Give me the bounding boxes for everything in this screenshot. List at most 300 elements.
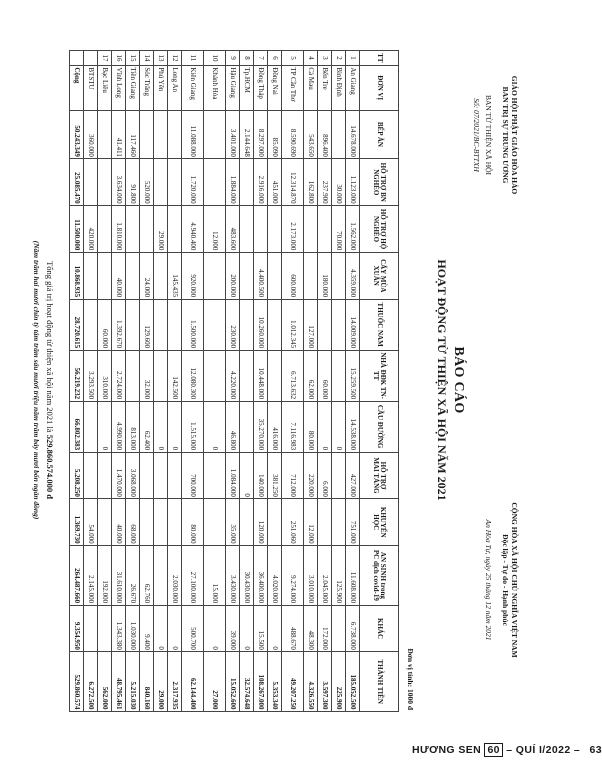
summary-line: [44, 40, 55, 720]
table-cell: 5.353.340: [268, 652, 282, 712]
nation-line2: Độc lập - Tự do - Hạnh phúc: [500, 534, 510, 626]
column-header: KHUYẾN HỌC: [360, 499, 399, 546]
table-cell: [204, 252, 226, 299]
table-cell: 108.267.000: [254, 652, 268, 712]
table-cell: 14.538.000: [346, 401, 360, 452]
table-cell: 30.000: [332, 159, 346, 206]
table-cell: 200.000: [226, 252, 240, 299]
table-cell: 32.000: [140, 350, 154, 401]
table-cell: 68.000: [126, 499, 140, 546]
table-cell: 3.401.000: [226, 110, 240, 159]
table-cell: 120.000: [254, 499, 268, 546]
table-cell: [304, 252, 318, 299]
table-row: [318, 51, 332, 712]
table-cell: 91.800: [126, 159, 140, 206]
table-cell: 145.435: [168, 252, 182, 299]
table-row: [70, 51, 84, 712]
table-cell: [332, 499, 346, 546]
table-cell: 13: [154, 51, 168, 66]
table-cell: [204, 110, 226, 159]
table-cell: 10.448.000: [254, 350, 268, 401]
table-cell: 39.000: [226, 605, 240, 652]
table-cell: 29.000: [154, 652, 168, 712]
table-row: [154, 51, 168, 712]
table-cell: 6.738.000: [346, 605, 360, 652]
table-cell: 16: [112, 51, 126, 66]
table-cell: 35.000: [226, 499, 240, 546]
table-cell: 1.012.345: [282, 299, 304, 350]
table-cell: 27.000: [204, 652, 226, 712]
table-row: [204, 51, 226, 712]
table-row: [226, 51, 240, 712]
table-cell: 2: [332, 51, 346, 66]
table-cell: 70.000: [332, 206, 346, 253]
table-row: [168, 51, 182, 712]
table-cell: 80.000: [182, 499, 204, 546]
table-cell: 4.326.550: [304, 652, 318, 712]
table-cell: 2.317.935: [168, 652, 182, 712]
table-cell: [268, 299, 282, 350]
table-cell: 1.470.000: [112, 452, 126, 499]
rotated-report: [9, 40, 519, 720]
table-cell: 12.314.870: [282, 159, 304, 206]
nation-header: [500, 450, 519, 710]
table-cell: 1.720.000: [182, 159, 204, 206]
table-cell: 36.400.000: [254, 546, 268, 606]
table-cell: 0: [240, 605, 254, 652]
table-cell: 360.000: [84, 110, 98, 159]
table-cell: 381.250: [268, 452, 282, 499]
org-header: [500, 40, 519, 230]
table-cell: 192.000: [98, 546, 112, 606]
table-cell: 1.392.670: [112, 299, 126, 350]
table-cell: [126, 252, 140, 299]
table-cell: 1.123.000: [346, 159, 360, 206]
table-cell: 142.500: [168, 350, 182, 401]
table-cell: 0: [268, 605, 282, 652]
table-cell: 117.460: [126, 110, 140, 159]
table-cell: Phú Yên: [154, 65, 168, 110]
table-cell: 4.359.000: [346, 252, 360, 299]
table-cell: [240, 299, 254, 350]
table-cell: 0: [168, 401, 182, 452]
table-cell: 5: [282, 51, 304, 66]
table-cell: 35.270.000: [254, 401, 268, 452]
table-cell: 0: [318, 401, 332, 452]
table-cell: 600.000: [282, 252, 304, 299]
table-cell: 4.020.000: [268, 546, 282, 606]
table-cell: 264.487.660: [70, 546, 84, 606]
table-cell: [240, 401, 254, 452]
table-cell: 2.144.648: [240, 110, 254, 159]
table-cell: 3.293.500: [84, 350, 98, 401]
table-header-row: [360, 51, 399, 712]
table-cell: [240, 350, 254, 401]
column-header: KHÁC: [360, 605, 399, 652]
table-cell: 0: [168, 605, 182, 652]
table-cell: 11.088.000: [182, 110, 204, 159]
table-cell: 29.000: [154, 206, 168, 253]
table-cell: Cộng: [70, 65, 84, 110]
table-cell: [240, 499, 254, 546]
table-cell: [154, 159, 168, 206]
summary-words: (Năm trăm hai mươi chín tỷ tám trăm sáu mươi triệu năm trăm bảy mươi bốn ngàn đồng): [32, 240, 41, 520]
table-cell: 28.720.615: [70, 299, 84, 350]
table-cell: 3.597.300: [318, 652, 332, 712]
table-cell: [140, 452, 154, 499]
issue-number: 60: [484, 743, 502, 757]
table-cell: 162.800: [304, 159, 318, 206]
table-cell: 15.259.500: [346, 350, 360, 401]
table-row: [304, 51, 318, 712]
table-cell: 7.116.983: [282, 401, 304, 452]
table-cell: 0: [154, 401, 168, 452]
table-cell: [84, 299, 98, 350]
table-cell: [84, 252, 98, 299]
table-cell: 251.060: [282, 499, 304, 546]
column-header: CẤY MÙA XUÂN: [360, 252, 399, 299]
table-cell: 520.000: [140, 159, 154, 206]
table-cell: Bến Tre: [318, 65, 332, 110]
table-cell: 0: [240, 452, 254, 499]
table-cell: 15.500: [254, 605, 268, 652]
table-cell: 40.000: [112, 252, 126, 299]
table-cell: 3.430.000: [226, 546, 240, 606]
table-cell: 15.052.600: [226, 652, 240, 712]
table-cell: 1.562.000: [346, 206, 360, 253]
table-cell: 0: [154, 605, 168, 652]
table-cell: 62.400: [140, 401, 154, 452]
table-cell: 5.208.250: [70, 452, 84, 499]
table-cell: TP Cần Thơ: [282, 65, 304, 110]
nation-line1: CỘNG HÒA XÃ HỘI CHỦ NGHĨA VIỆT NAM: [510, 502, 519, 658]
quarter-label: – QUÍ I/2022 –: [506, 744, 581, 756]
table-cell: 14.009.000: [346, 299, 360, 350]
table-cell: [126, 299, 140, 350]
table-row: [140, 51, 154, 712]
column-header: AN SINH trong PC dịch covid-19: [360, 546, 399, 606]
table-cell: 12: [168, 51, 182, 66]
column-header: TT: [360, 51, 399, 66]
table-cell: 66.802.383: [70, 401, 84, 452]
table-cell: [98, 206, 112, 253]
table-cell: [240, 252, 254, 299]
table-cell: 1.084.000: [226, 452, 240, 499]
table-row: [254, 51, 268, 712]
table-cell: 230.000: [226, 299, 240, 350]
table-cell: 562.000: [98, 652, 112, 712]
table-cell: [240, 159, 254, 206]
table-cell: 127.000: [304, 299, 318, 350]
table-cell: Hậu Giang: [226, 65, 240, 110]
table-cell: 172.000: [318, 605, 332, 652]
table-cell: [204, 499, 226, 546]
table-row: [84, 51, 98, 712]
table-cell: [168, 499, 182, 546]
table-cell: Tiền Giang: [126, 65, 140, 110]
table-cell: [140, 206, 154, 253]
table-cell: 2.724.000: [112, 350, 126, 401]
table-cell: 3.634.000: [112, 159, 126, 206]
table-cell: 1.810.000: [112, 206, 126, 253]
table-cell: 50.243.349: [70, 110, 84, 159]
table-cell: 1: [346, 51, 360, 66]
table-cell: 15.000: [204, 546, 226, 606]
table-cell: 8.297.000: [254, 110, 268, 159]
table-cell: 840.160: [140, 652, 154, 712]
table-cell: [84, 452, 98, 499]
table-cell: 27.100.000: [182, 546, 204, 606]
table-cell: 85.090: [268, 110, 282, 159]
table-cell: [204, 452, 226, 499]
table-cell: 4.400.500: [254, 252, 268, 299]
table-cell: 2.045.000: [318, 546, 332, 606]
table-cell: 9.400: [140, 605, 154, 652]
table-cell: 30.430.000: [240, 546, 254, 606]
table-cell: [268, 252, 282, 299]
table-cell: 10: [204, 51, 226, 66]
table-cell: [154, 546, 168, 606]
table-row: [112, 51, 126, 712]
table-cell: [168, 452, 182, 499]
column-header: HỖ TRỢ MAI TÁNG: [360, 452, 399, 499]
table-cell: 543.650: [304, 110, 318, 159]
table-cell: 7: [254, 51, 268, 66]
table-cell: 1.884.000: [226, 159, 240, 206]
table-cell: [304, 206, 318, 253]
table-cell: [84, 605, 98, 652]
table-cell: [332, 605, 346, 652]
table-cell: 751.000: [346, 499, 360, 546]
table-cell: Kiên Giang: [182, 65, 204, 110]
table-cell: 49.207.250: [282, 652, 304, 712]
table-cell: 0: [204, 605, 226, 652]
activity-table: [69, 50, 399, 712]
table-cell: Bạc Liêu: [98, 65, 112, 110]
table-row: [282, 51, 304, 712]
table-cell: 8.590.690: [282, 110, 304, 159]
table-cell: Đồng Tháp: [254, 65, 268, 110]
table-cell: [84, 401, 98, 452]
table-cell: [98, 110, 112, 159]
table-cell: 1.500.000: [182, 299, 204, 350]
table-cell: [268, 206, 282, 253]
table-cell: 0: [332, 401, 346, 452]
table-cell: [332, 350, 346, 401]
table-cell: [332, 299, 346, 350]
table-cell: 54.000: [84, 499, 98, 546]
table-cell: 6.272.500: [84, 652, 98, 712]
table-cell: 225.900: [332, 652, 346, 712]
table-row: [240, 51, 254, 712]
org-line1: GIÁO HỘI PHẬT GIÁO HÒA HẢO: [510, 75, 519, 195]
table-cell: 140.000: [254, 452, 268, 499]
table-cell: 3.010.000: [304, 546, 318, 606]
table-cell: [98, 252, 112, 299]
report-title: BÁO CÁO: [451, 346, 466, 414]
table-cell: Bình Định: [332, 65, 346, 110]
table-cell: [70, 51, 84, 66]
table-cell: 4.990.000: [112, 401, 126, 452]
table-cell: 6.000: [318, 452, 332, 499]
table-cell: Cà Mau: [304, 65, 318, 110]
table-cell: 9.274.000: [282, 546, 304, 606]
table-cell: Đồng Nai: [268, 65, 282, 110]
table-cell: [268, 350, 282, 401]
table-cell: 1.369.730: [70, 499, 84, 546]
table-cell: 80.000: [304, 401, 318, 452]
table-cell: BTSTU: [84, 65, 98, 110]
table-cell: 896.400: [318, 110, 332, 159]
table-cell: 220.000: [304, 452, 318, 499]
table-cell: 2.916.000: [254, 159, 268, 206]
table-cell: Long An: [168, 65, 182, 110]
table-cell: 427.000: [346, 452, 360, 499]
table-cell: [204, 159, 226, 206]
table-cell: [154, 350, 168, 401]
table-cell: 529.860.574: [70, 652, 84, 712]
org-dept: BAN TỪ THIỆN XÃ HỘI: [484, 94, 493, 176]
table-cell: 180.000: [318, 252, 332, 299]
table-cell: [332, 452, 346, 499]
table-cell: Khánh Hòa: [204, 65, 226, 110]
table-cell: 11.500.000: [70, 206, 84, 253]
table-cell: 500.700: [182, 605, 204, 652]
table-cell: [98, 452, 112, 499]
table-cell: 700.000: [182, 452, 204, 499]
table-cell: 3: [318, 51, 332, 66]
column-header: THÀNH TIỀN: [360, 652, 399, 712]
table-cell: [168, 206, 182, 253]
page-number: 63: [589, 744, 602, 756]
unit-note: Đơn vị tính: 1000 đ: [406, 648, 415, 710]
table-cell: [84, 159, 98, 206]
column-header: ĐƠN VỊ: [360, 65, 399, 110]
table-cell: 4.940.400: [182, 206, 204, 253]
table-cell: 32.574.648: [240, 652, 254, 712]
table-cell: 1.343.380: [112, 605, 126, 652]
table-cell: 46.800: [226, 401, 240, 452]
table-row: [126, 51, 140, 712]
table-cell: 14.678.000: [346, 110, 360, 159]
table-cell: 10.260.000: [254, 299, 268, 350]
table-cell: 4.220.000: [226, 350, 240, 401]
table-cell: 3.068.000: [126, 452, 140, 499]
page-footer: [412, 744, 602, 756]
column-header: THUỐC NAM: [360, 299, 399, 350]
table-cell: [318, 299, 332, 350]
column-header: BẾP ĂN: [360, 110, 399, 159]
table-cell: [154, 452, 168, 499]
table-row: [98, 51, 112, 712]
table-cell: Tp.HCM: [240, 65, 254, 110]
table-cell: [168, 299, 182, 350]
table-cell: [204, 350, 226, 401]
table-cell: [332, 110, 346, 159]
table-cell: 2.145.000: [84, 546, 98, 606]
table-cell: [268, 499, 282, 546]
table-cell: 712.000: [282, 452, 304, 499]
table-cell: 488.670: [282, 605, 304, 652]
table-cell: 129.600: [140, 299, 154, 350]
table-cell: 185.052.500: [346, 652, 360, 712]
table-cell: 12.000: [304, 499, 318, 546]
table-cell: [318, 206, 332, 253]
table-cell: 2.030.000: [168, 546, 182, 606]
table-cell: [254, 206, 268, 253]
table-cell: 62.000: [304, 350, 318, 401]
table-cell: 9.354.950: [70, 605, 84, 652]
table-cell: [318, 499, 332, 546]
table-cell: [154, 110, 168, 159]
table-cell: 31.610.000: [112, 546, 126, 606]
table-row: [332, 51, 346, 712]
table-cell: 10.868.935: [70, 252, 84, 299]
table-cell: Vĩnh Long: [112, 65, 126, 110]
column-header: CẦU ĐƯỜNG: [360, 401, 399, 452]
table-cell: 451.000: [268, 159, 282, 206]
table-cell: 310.000: [98, 350, 112, 401]
org-line2: BAN TRỊ SỰ TRUNG ƯƠNG: [500, 86, 510, 184]
table-cell: [168, 110, 182, 159]
table-cell: 26.670: [126, 546, 140, 606]
table-cell: 40.000: [112, 499, 126, 546]
table-cell: 56.219.232: [70, 350, 84, 401]
table-cell: 48.795.461: [112, 652, 126, 712]
summary-value: 529.860.574.000 đ: [45, 434, 55, 499]
table-cell: [154, 499, 168, 546]
table-cell: [140, 499, 154, 546]
table-cell: 14: [140, 51, 154, 66]
table-cell: 5.215.030: [126, 652, 140, 712]
table-cell: An Giang: [346, 65, 360, 110]
table-cell: 25.085.470: [70, 159, 84, 206]
table-cell: 2.173.000: [282, 206, 304, 253]
table-cell: 17: [98, 51, 112, 66]
table-cell: 11.608.000: [346, 546, 360, 606]
table-cell: [98, 499, 112, 546]
table-cell: 24.000: [140, 252, 154, 299]
table-cell: [126, 206, 140, 253]
table-cell: 1.515.000: [182, 401, 204, 452]
table-cell: 813.000: [126, 401, 140, 452]
column-header: HỖ TRỢ BN NGHÈO: [360, 159, 399, 206]
table-cell: 920.000: [182, 252, 204, 299]
table-cell: [98, 159, 112, 206]
table-cell: [126, 350, 140, 401]
table-cell: [140, 110, 154, 159]
table-cell: 237.900: [318, 159, 332, 206]
doc-number: Số: 07/2021/BC-BTTXH: [472, 98, 481, 172]
table-cell: 41.411: [112, 110, 126, 159]
table-cell: 8: [240, 51, 254, 66]
table-cell: 60.000: [318, 350, 332, 401]
table-cell: 6.713.632: [282, 350, 304, 401]
table-cell: 4: [304, 51, 318, 66]
table-cell: Sóc Trăng: [140, 65, 154, 110]
table-cell: [332, 252, 346, 299]
table-cell: 12.080.300: [182, 350, 204, 401]
table-cell: 9: [226, 51, 240, 66]
column-header: HỖ TRỢ HỘ NGHÈO: [360, 206, 399, 253]
table-cell: [168, 159, 182, 206]
report-date: An Hòa Tự, ngày 25 tháng 12 năm 2021: [484, 519, 493, 641]
table-cell: [204, 299, 226, 350]
table-cell: 0: [204, 401, 226, 452]
table-cell: 483.600: [226, 206, 240, 253]
summary-label: Tổng giá trị hoạt động từ thiện xã hội năm 2021 là: [45, 261, 55, 433]
table-cell: [98, 605, 112, 652]
